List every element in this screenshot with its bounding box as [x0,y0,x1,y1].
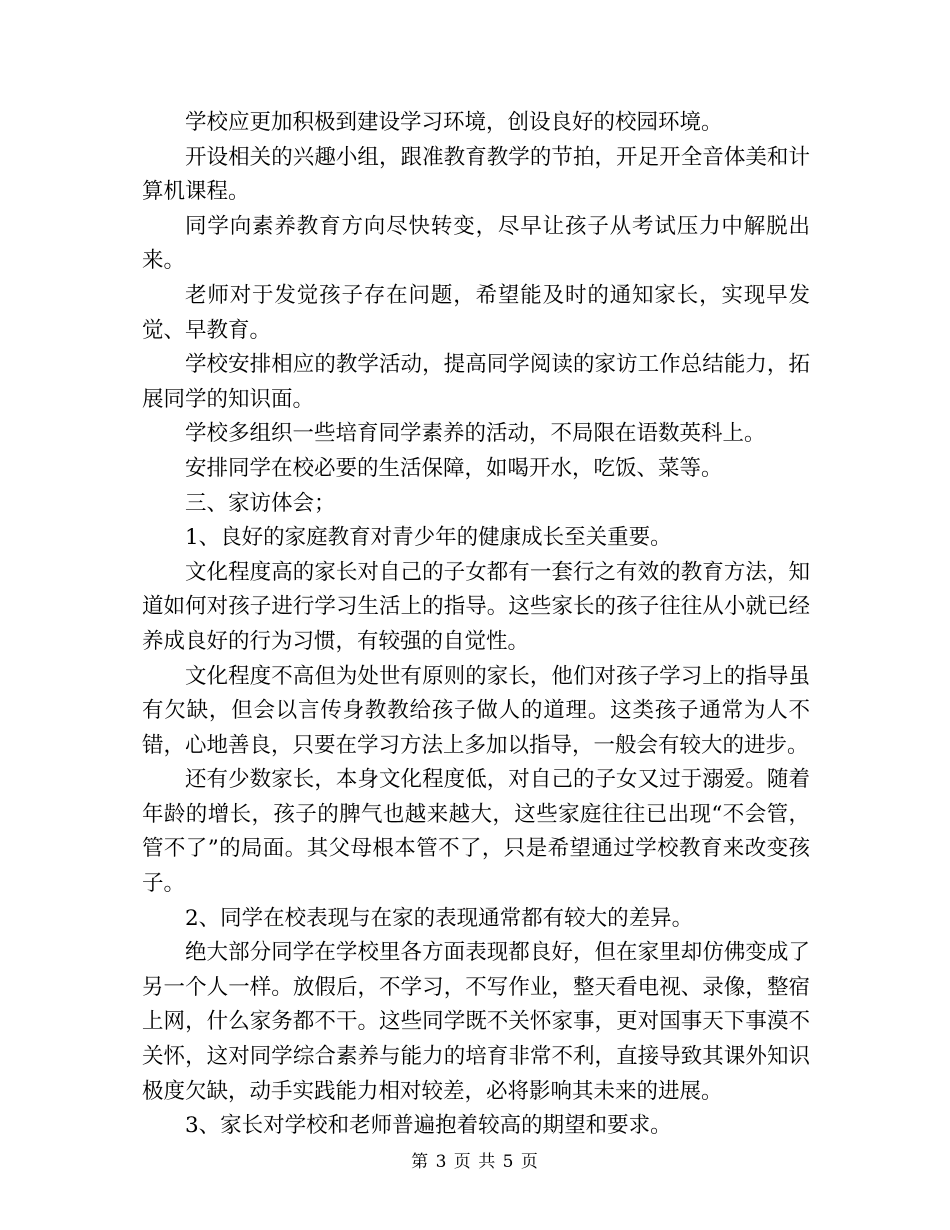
paragraph-principled-parents: 文化程度不高但为处世有原则的家长，他们对孩子学习上的指导虽有欠缺，但会以言传身教教给孩子做人的道理。这类孩子通常为人不错，心地善良，只要在学习方法上多加以指导，一般会有较大的进步。 [142,663,810,758]
point-heading-1: 1、良好的家庭教育对青少年的健康成长至关重要。 [185,525,672,551]
paragraph-indulgent-parents: 还有少数家长，本身文化程度低，对自己的子女又过于溺爱。随着年龄的增长，孩子的脾气也越来越大，这些家庭往往已出现“不会管，管不了”的局面。其父母根本管不了，只是希望通过学校教育来改变孩子。 [142,767,810,897]
paragraph-literacy-activities: 学校多组织一些培育同学素养的活动，不局限在语数英科上。 [185,421,766,447]
document-body [142,106,810,1144]
paragraph-educated-parents: 文化程度高的家长对自己的子女都有一套行之有效的教育方法，知道如何对孩子进行学习生活上的指导。这些家长的孩子往往从小就已经养成良好的行为习惯，有较强的自觉性。 [142,559,810,654]
section-heading-home-visit: 三、家访体会； [185,490,336,516]
paragraph-behavior-difference: 绝大部分同学在学校里各方面表现都良好，但在家里却仿佛变成了另一个人一样。放假后，不学习，不写作业，整天看电视、录像，整宿上网，什么家务都不干。这些同学既不关怀家事，更对国事天下事漠不关怀，这对同学综合素养与能力的培育非常不利，直接导致其课外知识极度欠缺，动手实践能力相对较差，必将影响其未来的进展。 [142,940,810,1104]
paragraph-quality-education: 同学向素养教育方向尽快转变，尽早让孩子从考试压力中解脱出来。 [142,213,810,274]
page-number-footer: 第 3 页 共 5 页 [411,1152,539,1172]
point-heading-3: 3、家长对学校和老师普遍抱着较高的期望和要求。 [185,1113,672,1139]
paragraph-reading-activities: 学校安排相应的教学活动，提高同学阅读的家访工作总结能力，拓展同学的知识面。 [142,352,810,412]
paragraph-living-support: 安排同学在校必要的生活保障，如喝开水，吃饭、菜等。 [185,455,723,481]
point-heading-2: 2、同学在校表现与在家的表现通常都有较大的差异。 [185,905,694,931]
paragraph-teacher-notification: 老师对于发觉孩子存在问题，希望能及时的通知家长，实现早发觉、早教育。 [142,282,810,343]
paragraph-school-environment: 学校应更加积极到建设学习环境，创设良好的校园环境。 [185,110,723,135]
paragraph-interest-groups: 开设相关的兴趣小组，跟准教育教学的节拍，开足开全音体美和计算机课程。 [142,144,810,205]
